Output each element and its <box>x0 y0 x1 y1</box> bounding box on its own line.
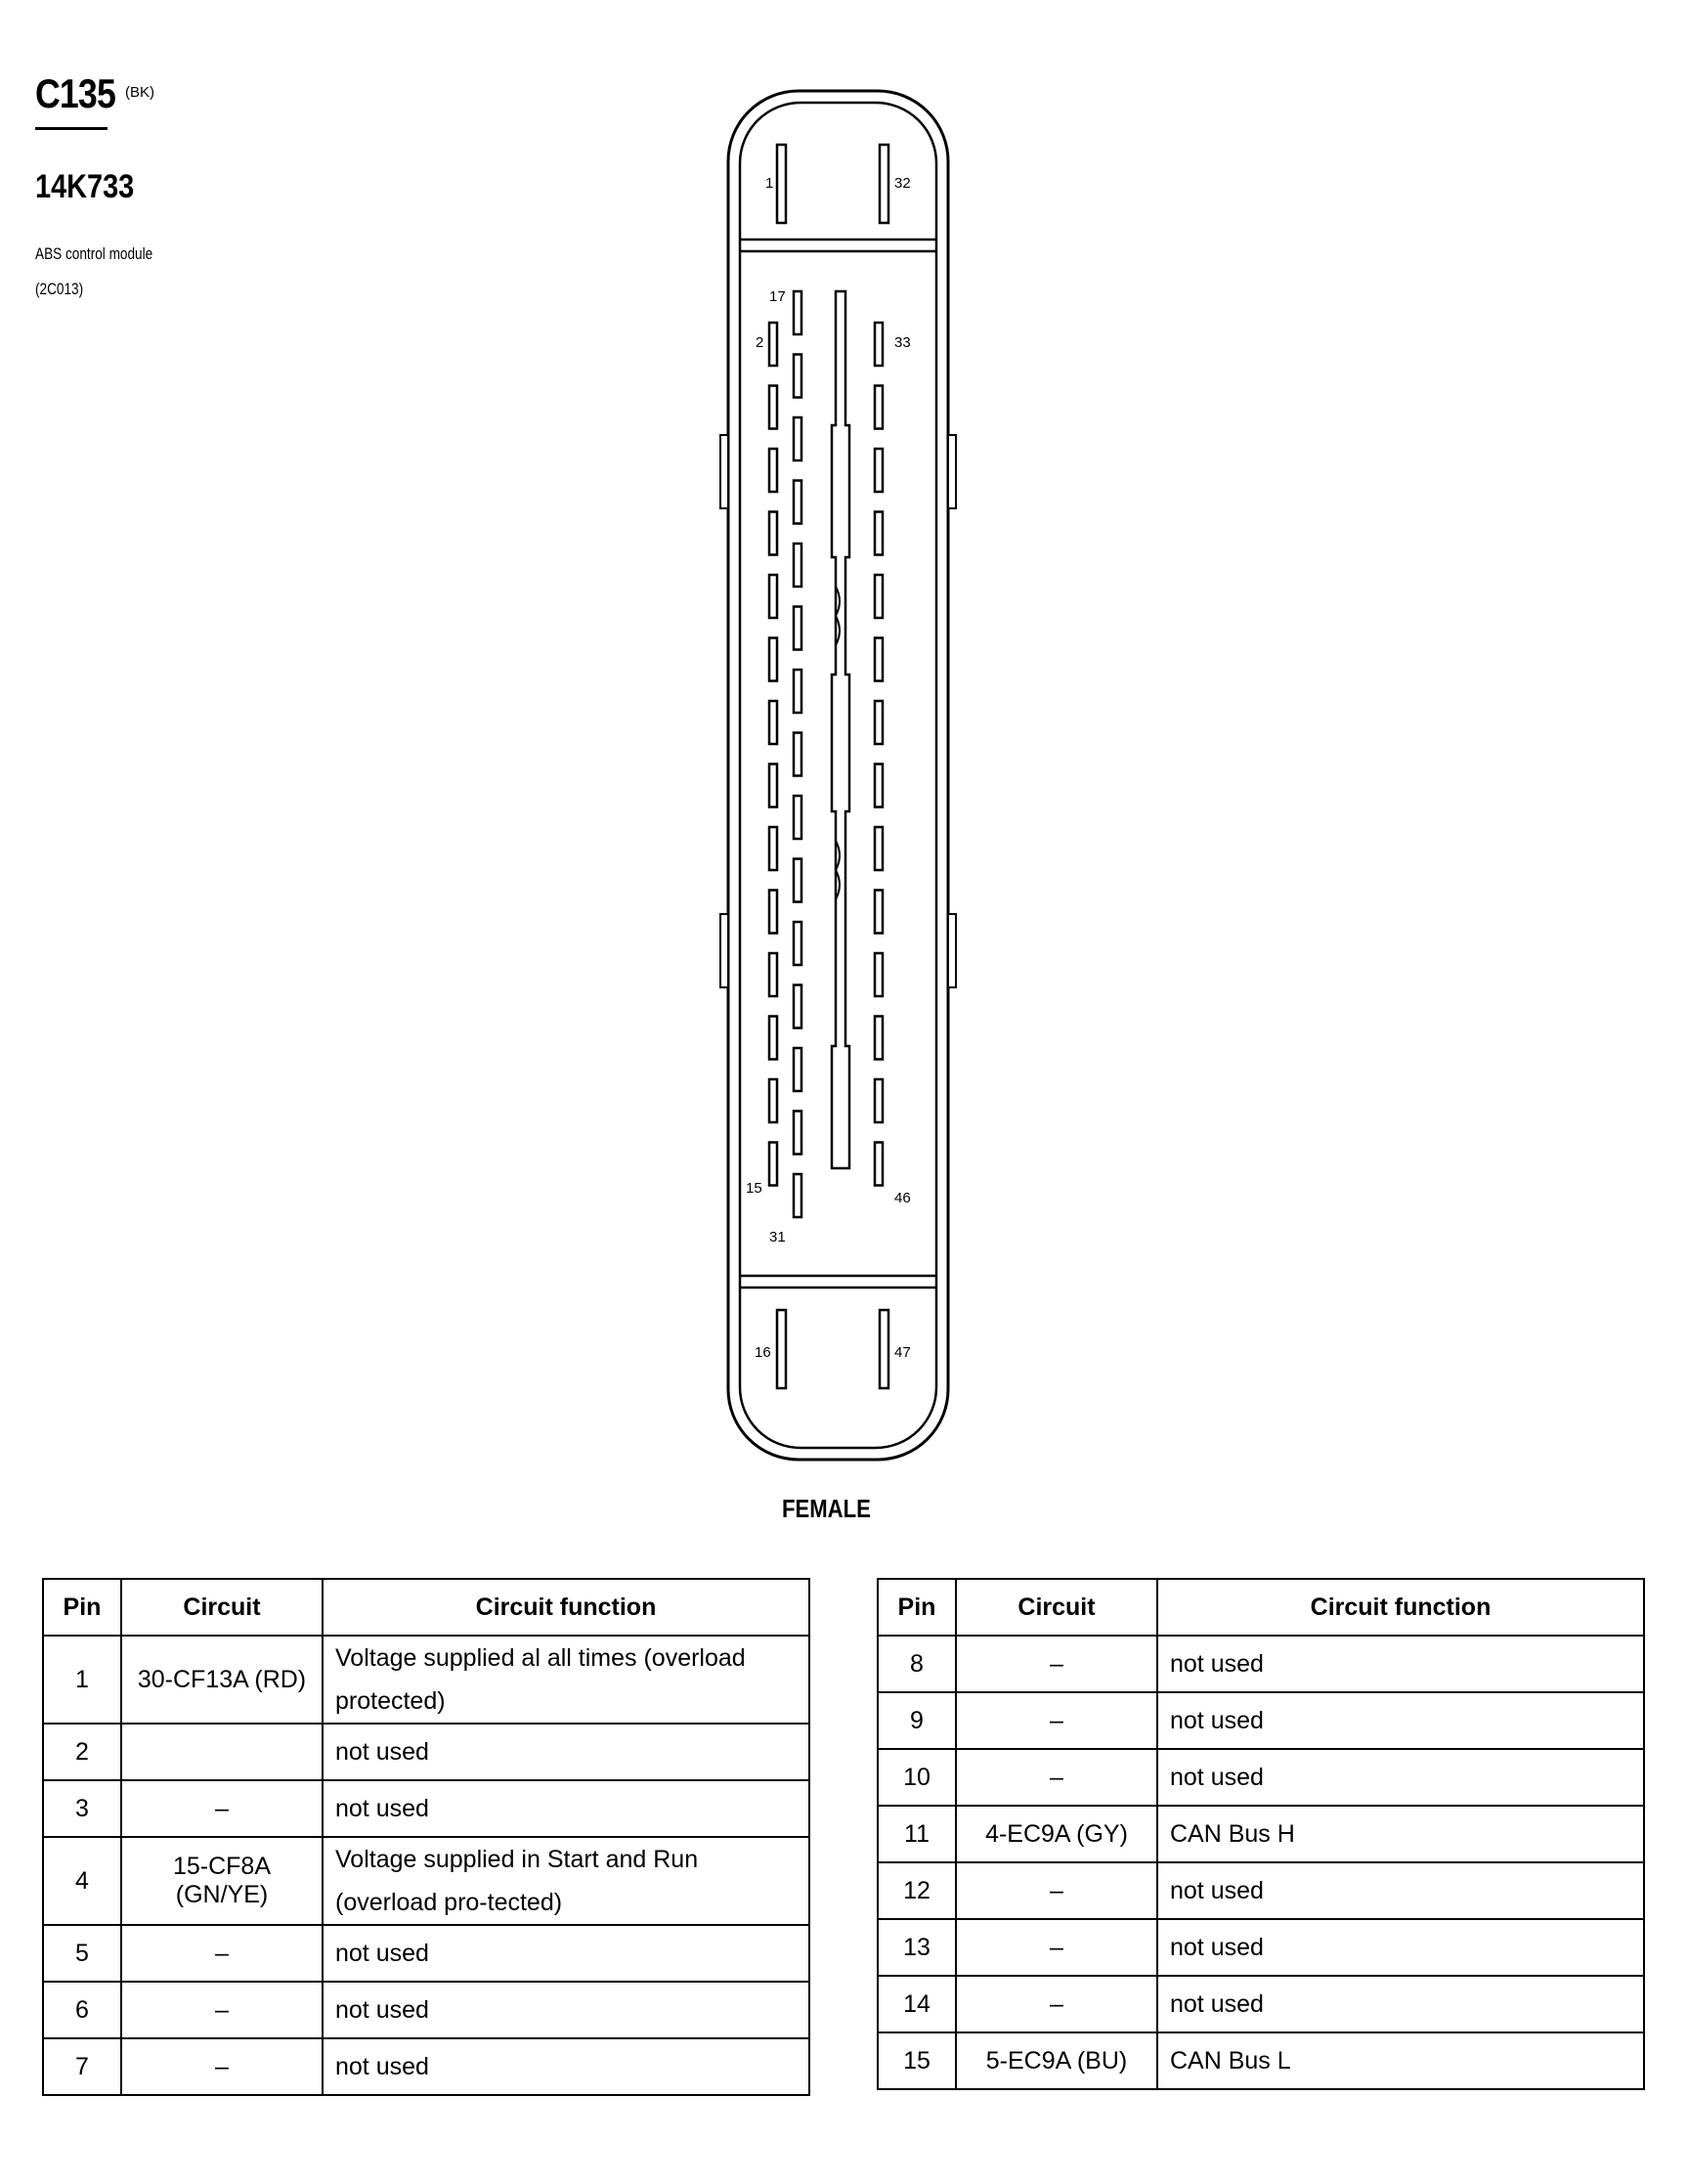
pin-label-15: 15 <box>746 1180 762 1197</box>
terminal-pin-6 <box>769 575 777 618</box>
terminal-pin-15 <box>769 1143 777 1186</box>
table-header-row <box>878 1579 1644 1636</box>
pin-cell: 15 <box>878 2032 956 2089</box>
pin-cell: 12 <box>878 1862 956 1919</box>
pinout-table-right <box>877 1578 1645 2090</box>
circuit-function-cell: not used <box>323 1724 809 1780</box>
latch-right-upper <box>948 435 956 508</box>
terminal-pin-11 <box>769 891 777 934</box>
circuit-function-cell: Voltage supplied al all times (overload protected) <box>323 1636 809 1724</box>
connector-id: C135 <box>35 70 115 116</box>
pin-label-32: 32 <box>894 175 911 192</box>
circuit-cell: – <box>956 1692 1157 1749</box>
terminal-pin-14 <box>769 1079 777 1122</box>
terminal-pin-5 <box>769 512 777 555</box>
terminal-pin-25 <box>794 796 801 839</box>
terminal-pin-13 <box>769 1017 777 1060</box>
terminal-pin-8 <box>769 701 777 744</box>
pin-label-47: 47 <box>894 1344 911 1361</box>
pinout-table-left <box>42 1578 810 2096</box>
terminal-pin-31 <box>794 1174 801 1217</box>
terminal-pin-28 <box>794 985 801 1028</box>
circuit-cell: 30-CF13A (RD) <box>121 1636 323 1724</box>
terminal-pin-30 <box>794 1112 801 1155</box>
terminal-pin-17 <box>794 291 801 334</box>
latch-right-lower <box>948 914 956 987</box>
table-row <box>43 1636 809 1724</box>
header-pin: Pin <box>43 1579 121 1636</box>
circuit-function-cell: not used <box>1157 1692 1644 1749</box>
table-row <box>43 1724 809 1780</box>
pin-cell: 1 <box>43 1636 121 1724</box>
terminal-pin-12 <box>769 953 777 996</box>
header-circuit-function: Circuit function <box>323 1579 809 1636</box>
circuit-function-cell: CAN Bus L <box>1157 2032 1644 2089</box>
table-row <box>878 1976 1644 2032</box>
circuit-cell: 5-EC9A (BU) <box>956 2032 1157 2089</box>
connector-face-diagram <box>718 88 963 1476</box>
circuit-cell: – <box>121 2038 323 2095</box>
circuit-cell <box>121 1724 323 1780</box>
pin-label-33: 33 <box>894 334 911 351</box>
terminal-pin-22 <box>794 607 801 650</box>
table-row <box>43 2038 809 2095</box>
circuit-function-cell: not used <box>323 1780 809 1837</box>
terminal-pin-2 <box>769 323 777 366</box>
table-row <box>878 2032 1644 2089</box>
circuit-cell: 15-CF8A (GN/YE) <box>121 1837 323 1925</box>
title-underline <box>35 127 108 130</box>
circuit-cell: – <box>956 1636 1157 1692</box>
terminal-pin-44 <box>875 1017 883 1060</box>
header-circuit-function: Circuit function <box>1157 1579 1644 1636</box>
terminal-pin-42 <box>875 891 883 934</box>
pin-label-17: 17 <box>769 288 786 305</box>
pin-cell: 8 <box>878 1636 956 1692</box>
terminal-pin-16 <box>777 1310 786 1388</box>
circuit-cell: – <box>956 1862 1157 1919</box>
circuit-function-cell: not used <box>1157 1919 1644 1976</box>
terminal-pin-32 <box>880 145 888 223</box>
circuit-function-cell: not used <box>323 2038 809 2095</box>
pin-label-2: 2 <box>756 334 764 351</box>
terminal-pin-9 <box>769 764 777 808</box>
terminal-pin-41 <box>875 827 883 870</box>
header-circuit: Circuit <box>956 1579 1157 1636</box>
table-row <box>878 1692 1644 1749</box>
circuit-function-cell: not used <box>1157 1976 1644 2032</box>
terminal-pin-24 <box>794 733 801 776</box>
circuit-function-cell: not used <box>1157 1862 1644 1919</box>
terminal-pin-3 <box>769 386 777 429</box>
pin-cell: 5 <box>43 1925 121 1982</box>
latch-left-lower <box>720 914 728 987</box>
header-pin: Pin <box>878 1579 956 1636</box>
terminal-pin-33 <box>875 323 883 366</box>
pin-cell: 9 <box>878 1692 956 1749</box>
table-row <box>878 1636 1644 1692</box>
circuit-function-cell: not used <box>323 1982 809 2038</box>
circuit-cell: – <box>956 1976 1157 2032</box>
center-key-rib <box>832 291 849 1168</box>
circuit-cell: – <box>121 1780 323 1837</box>
pin-label-46: 46 <box>894 1190 911 1206</box>
pin-cell: 4 <box>43 1837 121 1925</box>
table-row <box>878 1862 1644 1919</box>
circuit-cell: – <box>956 1749 1157 1806</box>
pin-cell: 3 <box>43 1780 121 1837</box>
latch-left-upper <box>720 435 728 508</box>
table-row <box>43 1982 809 2038</box>
terminal-pin-40 <box>875 764 883 808</box>
terminal-pin-36 <box>875 512 883 555</box>
terminal-pin-34 <box>875 386 883 429</box>
terminal-pin-7 <box>769 638 777 681</box>
circuit-function-cell: Voltage supplied in Start and Run (overload pro-tected) <box>323 1837 809 1925</box>
pin-label-16: 16 <box>755 1344 771 1361</box>
header-circuit: Circuit <box>121 1579 323 1636</box>
pin-cell: 13 <box>878 1919 956 1976</box>
terminal-pin-29 <box>794 1048 801 1091</box>
component-code: (2C013) <box>35 280 84 298</box>
pin-cell: 14 <box>878 1976 956 2032</box>
terminal-pin-43 <box>875 953 883 996</box>
circuit-function-cell: not used <box>323 1925 809 1982</box>
pin-label-31: 31 <box>769 1229 786 1245</box>
signal-terminal-rows <box>769 291 883 1217</box>
terminal-pin-39 <box>875 701 883 744</box>
terminal-pin-18 <box>794 355 801 398</box>
terminal-pin-37 <box>875 575 883 618</box>
terminal-pin-47 <box>880 1310 888 1388</box>
terminal-pin-38 <box>875 638 883 681</box>
circuit-cell: 4-EC9A (GY) <box>956 1806 1157 1862</box>
terminal-pin-20 <box>794 481 801 524</box>
terminal-pin-35 <box>875 449 883 492</box>
connector-color-code: (BK) <box>125 84 154 101</box>
terminal-pin-26 <box>794 859 801 902</box>
pin-cell: 6 <box>43 1982 121 2038</box>
terminal-pin-10 <box>769 827 777 870</box>
terminal-pin-45 <box>875 1079 883 1122</box>
circuit-function-cell: not used <box>1157 1749 1644 1806</box>
pin-cell: 2 <box>43 1724 121 1780</box>
pin-cell: 10 <box>878 1749 956 1806</box>
table-row <box>878 1919 1644 1976</box>
table-header-row <box>43 1579 809 1636</box>
table-row <box>43 1837 809 1925</box>
table-row <box>43 1780 809 1837</box>
circuit-function-cell: CAN Bus H <box>1157 1806 1644 1862</box>
terminal-pin-4 <box>769 449 777 492</box>
table-row <box>878 1749 1644 1806</box>
terminal-pin-21 <box>794 544 801 587</box>
pin-label-1: 1 <box>765 175 774 192</box>
circuit-cell: – <box>956 1919 1157 1976</box>
pin-cell: 11 <box>878 1806 956 1862</box>
circuit-cell: – <box>121 1982 323 2038</box>
terminal-pin-23 <box>794 670 801 713</box>
pin-cell: 7 <box>43 2038 121 2095</box>
connector-view-label: FEMALE <box>782 1494 871 1523</box>
terminal-pin-46 <box>875 1143 883 1186</box>
table-row <box>878 1806 1644 1862</box>
terminal-pin-19 <box>794 417 801 460</box>
terminal-pin-1 <box>777 145 786 223</box>
terminal-pin-27 <box>794 922 801 965</box>
part-number: 14K733 <box>35 168 135 205</box>
component-description: ABS control module <box>35 244 153 263</box>
circuit-cell: – <box>121 1925 323 1982</box>
table-row <box>43 1925 809 1982</box>
circuit-function-cell: not used <box>1157 1636 1644 1692</box>
